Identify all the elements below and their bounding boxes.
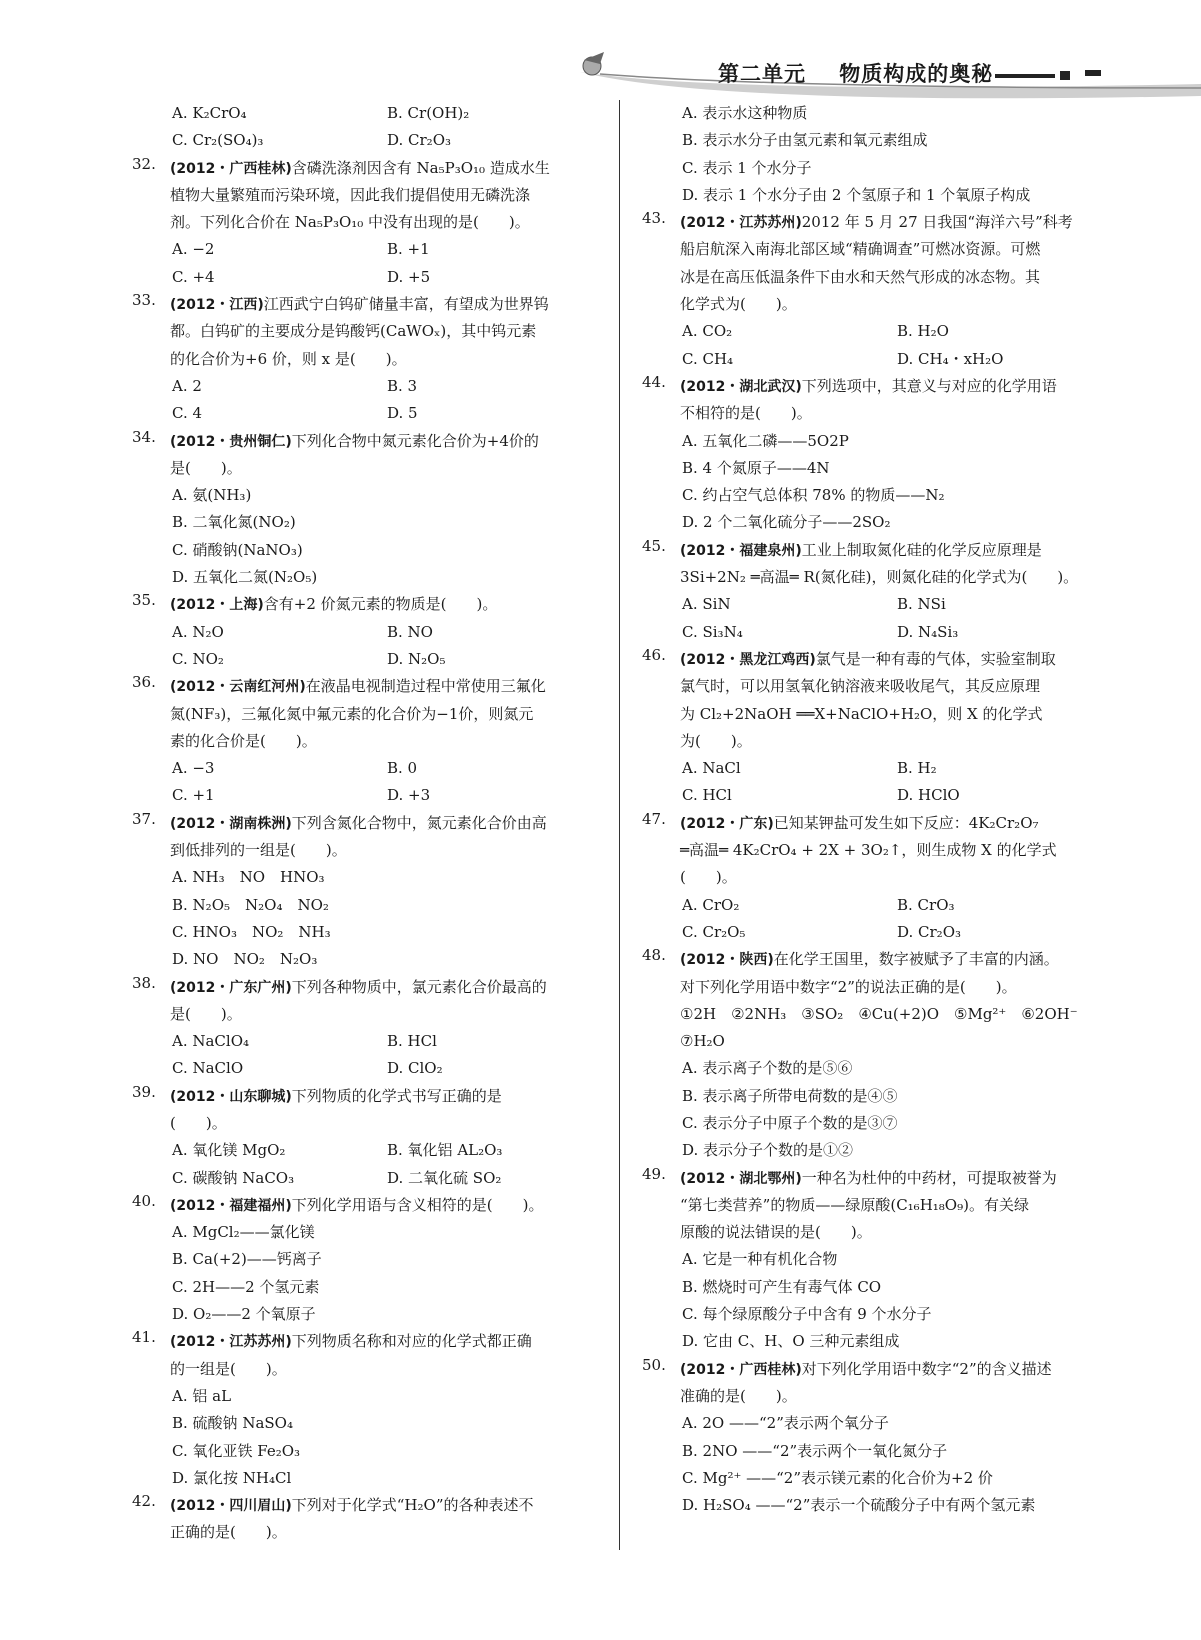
stem-text: 含磷洗涤剂因含有 Na₅P₃O₁₀ 造成水生 <box>291 158 550 177</box>
answer-option: A. −3 <box>172 759 215 778</box>
question-stem-line <box>132 291 602 318</box>
stem-text: ⑦H₂O <box>680 1032 725 1051</box>
stem-text: 氯气时，可以用氢氧化钠溶液来吸收尾气，其反应原理 <box>680 677 1041 696</box>
option-row <box>132 864 602 891</box>
option-row <box>642 1328 1112 1355</box>
answer-option: A. 氧化镁 MgO₂ <box>172 1141 286 1160</box>
answer-option: A. −2 <box>172 240 215 259</box>
answer-option: D. 氯化按 NH₄Cl <box>172 1468 292 1487</box>
answer-option: D. O₂——2 个氧原子 <box>172 1305 316 1324</box>
question <box>132 673 602 809</box>
option-row <box>132 400 602 427</box>
question-stem-line <box>642 1001 1112 1028</box>
question-source: (2012・山东聊城) <box>170 1088 292 1105</box>
stem-text: 已知某钾盐可发生如下反应：4K₂Cr₂O₇ <box>773 813 1039 832</box>
question-source: (2012・广东广州) <box>170 979 292 996</box>
question-source: (2012・福建泉州) <box>680 542 802 559</box>
answer-option: B. HCl <box>387 1032 437 1051</box>
answer-option: B. 2NO ——“2”表示两个一氧化氮分子 <box>682 1441 948 1460</box>
answer-option: A. 2 <box>172 376 202 395</box>
answer-option: B. 表示离子所带电荷数的是④⑤ <box>682 1086 898 1105</box>
question <box>132 974 602 1083</box>
question <box>642 209 1112 373</box>
answer-option: D. 它由 C、H、O 三种元素组成 <box>682 1332 900 1351</box>
option-row <box>642 100 1112 127</box>
answer-option: A. 氨(NH₃) <box>172 486 252 505</box>
stem-text: 下列选项中，其意义与对应的化学用语 <box>801 376 1057 395</box>
answer-option: B. 3 <box>387 376 418 395</box>
answer-option: B. H₂ <box>897 759 937 778</box>
option-row <box>132 619 602 646</box>
answer-option: D. CH₄・xH₂O <box>897 349 1004 368</box>
answer-option: A. CO₂ <box>682 322 733 341</box>
stem-text: 不相符的是( )。 <box>680 404 812 423</box>
question-source: (2012・广西桂林) <box>680 1361 802 1378</box>
option-row <box>132 236 602 263</box>
option-row <box>642 318 1112 345</box>
option-row <box>132 1219 602 1246</box>
stem-text: “第七类营养”的物质——绿原酸(C₁₆H₁₈O₉)。有关绿 <box>680 1195 1029 1214</box>
stem-text: ( )。 <box>680 868 737 887</box>
answer-option: B. 燃烧时可产生有毒气体 CO <box>682 1277 882 1296</box>
option-row <box>132 1465 602 1492</box>
question-source: (2012・黑龙江鸡西) <box>680 651 816 668</box>
question <box>642 946 1112 1164</box>
answer-option: D. 5 <box>387 404 418 423</box>
stem-text: 都。白钨矿的主要成分是钨酸钙(CaWOₓ)，其中钨元素 <box>170 322 537 341</box>
stem-text: 2012 年 5 月 27 日我国“海洋六号”科考 <box>801 213 1073 232</box>
answer-option: A. 2O ——“2”表示两个氧分子 <box>682 1414 889 1433</box>
option-row <box>642 428 1112 455</box>
question-source: (2012・上海) <box>170 597 264 614</box>
option-row <box>642 892 1112 919</box>
answer-option: A. NaCl <box>682 759 741 778</box>
question-number: 35. <box>132 591 156 610</box>
question-stem-line <box>132 346 602 373</box>
question-source: (2012・云南红河州) <box>170 679 306 696</box>
stem-text: 冰是在高压低温条件下由水和天然气形成的冰态物。其 <box>680 267 1041 286</box>
question-source: (2012・湖南株洲) <box>170 815 292 832</box>
question-source: (2012・陕西) <box>680 952 774 969</box>
question-source: (2012・江西) <box>170 297 264 314</box>
option-row <box>642 1438 1112 1465</box>
option-row <box>642 755 1112 782</box>
stem-text: 植物大量繁殖而污染环境，因此我们提倡使用无磷洗涤 <box>170 185 531 204</box>
question-stem-line <box>132 1328 602 1355</box>
option-row <box>132 1028 602 1055</box>
stem-text: 为 Cl₂+2NaOH ══X+NaClO+H₂O，则 X 的化学式 <box>680 704 1043 723</box>
option-row <box>132 1383 602 1410</box>
stem-text: 素的化合价是( )。 <box>170 731 317 750</box>
answer-option: C. HNO₃ NO₂ NH₃ <box>172 922 331 941</box>
option-row <box>132 537 602 564</box>
question-number: 47. <box>642 809 666 828</box>
option-row <box>642 346 1112 373</box>
answer-option: B. Ca(+2)——钙离子 <box>172 1250 322 1269</box>
question-stem-line <box>132 1519 602 1546</box>
question-number: 40. <box>132 1191 156 1210</box>
option-row <box>132 1301 602 1328</box>
question-stem-line <box>132 1083 602 1110</box>
question-number: 33. <box>132 291 156 310</box>
option-row <box>642 782 1112 809</box>
answer-option: A. SiN <box>682 595 731 614</box>
answer-option: A. K₂CrO₄ <box>172 104 247 122</box>
answer-option: A. 它是一种有机化合物 <box>682 1250 838 1269</box>
question-stem-line <box>132 455 602 482</box>
question-stem-line <box>132 318 602 345</box>
stem-text: 在化学王国里，数字被赋予了丰富的内涵。 <box>773 950 1059 969</box>
answer-option: D. +5 <box>387 267 431 286</box>
stem-text: 的一组是( )。 <box>170 1359 287 1378</box>
question-number: 34. <box>132 427 156 446</box>
stem-text: 是( )。 <box>170 458 242 477</box>
answer-option: C. Mg²⁺ ——“2”表示镁元素的化合价为+2 价 <box>682 1468 993 1487</box>
answer-option: B. 二氧化氮(NO₂) <box>172 513 296 532</box>
answer-option: B. NSi <box>897 595 946 614</box>
question-number: 46. <box>642 645 666 664</box>
question-stem-line <box>642 564 1112 591</box>
answer-option: B. 硫酸钠 NaSO₄ <box>172 1414 293 1433</box>
option-row <box>642 1055 1112 1082</box>
stem-text: 下列对于化学式“H₂O”的各种表述不 <box>291 1496 534 1515</box>
question <box>132 428 602 592</box>
answer-option: D. HClO <box>897 786 960 805</box>
answer-option: C. NO₂ <box>172 649 224 668</box>
question-number: 41. <box>132 1328 156 1347</box>
answer-option: D. 五氧化二氮(N₂O₅) <box>172 568 318 587</box>
question-number: 45. <box>642 536 666 555</box>
answer-option: B. 4 个氮原子——4N <box>682 458 830 477</box>
question-stem-line <box>132 810 602 837</box>
stem-text: 下列物质名称和对应的化学式都正确 <box>291 1332 532 1351</box>
option-row <box>132 373 602 400</box>
stem-text: ①2H ②2NH₃ ③SO₂ ④Cu(+2)O ⑤Mg²⁺ ⑥2OH⁻ <box>680 1004 1078 1023</box>
question-stem-line <box>132 155 602 182</box>
stem-text: 工业上制取氮化硅的化学反应原理是 <box>801 540 1042 559</box>
question-number: 32. <box>132 154 156 173</box>
option-row <box>642 619 1112 646</box>
stem-text: 一种名为杜仲的中药材，可提取被誉为 <box>801 1168 1057 1187</box>
question-number: 44. <box>642 372 666 391</box>
question-stem-line <box>132 701 602 728</box>
stem-text: 准确的是( )。 <box>680 1386 797 1405</box>
option-row <box>132 264 602 291</box>
answer-option: A. N₂O <box>172 622 224 641</box>
option-row <box>132 482 602 509</box>
answer-option: A. NaClO₄ <box>172 1032 250 1051</box>
question-stem-line <box>642 537 1112 564</box>
question-stem-line <box>642 1028 1112 1055</box>
answer-option: D. ClO₂ <box>387 1059 443 1078</box>
question-source: (2012・江苏苏州) <box>170 1334 292 1351</box>
question-source: (2012・广西桂林) <box>170 160 292 177</box>
answer-option: A. MgCl₂——氯化镁 <box>172 1223 315 1242</box>
stem-text: 下列各种物质中，氯元素化合价最高的 <box>291 977 547 996</box>
question-source: (2012・贵州铜仁) <box>170 433 292 450</box>
answer-option: D. +3 <box>387 786 431 805</box>
question-stem-line <box>642 400 1112 427</box>
answer-option: B. +1 <box>387 240 430 259</box>
question <box>642 646 1112 810</box>
question <box>132 810 602 974</box>
answer-option: C. 2H——2 个氢元素 <box>172 1277 320 1296</box>
answer-option: D. 二氧化硫 SO₂ <box>387 1168 502 1187</box>
option-row <box>132 946 602 973</box>
answer-option: C. Si₃N₄ <box>682 622 743 641</box>
question-number: 38. <box>132 973 156 992</box>
question-source: (2012・湖北鄂州) <box>680 1170 802 1187</box>
answer-option: C. NaClO <box>172 1059 244 1078</box>
question-source: (2012・四川眉山) <box>170 1498 292 1515</box>
question-stem-line <box>642 373 1112 400</box>
question-number: 36. <box>132 673 156 692</box>
right-column <box>642 100 1112 1519</box>
question-source: (2012・广东) <box>680 815 774 832</box>
answer-option: C. 碳酸钠 NaCO₃ <box>172 1168 295 1187</box>
question-number: 42. <box>132 1492 156 1511</box>
column-divider <box>619 100 620 1550</box>
question-stem-line <box>642 946 1112 973</box>
question-stem-line <box>642 1383 1112 1410</box>
question <box>132 1492 602 1547</box>
question-stem-line <box>642 837 1112 864</box>
question <box>642 1356 1112 1520</box>
option-row <box>132 1055 602 1082</box>
stem-text: 正确的是( )。 <box>170 1523 287 1542</box>
question-stem-line <box>642 291 1112 318</box>
answer-option: A. 五氧化二磷——5O2P <box>682 431 849 450</box>
option-row <box>132 1165 602 1192</box>
question-stem-line <box>132 1001 602 1028</box>
question-source: (2012・福建福州) <box>170 1197 292 1214</box>
answer-option: A. CrO₂ <box>682 895 740 914</box>
option-row <box>132 919 602 946</box>
option-row <box>642 1301 1112 1328</box>
answer-option: C. +4 <box>172 267 215 286</box>
stem-text: 剂。下列化合价在 Na₅P₃O₁₀ 中没有出现的是( )。 <box>170 213 530 232</box>
question <box>642 373 1112 537</box>
question <box>132 1192 602 1328</box>
question-source: (2012・江苏苏州) <box>680 215 802 232</box>
answer-option: C. 约占空气总体积 78% 的物质——N₂ <box>682 486 945 505</box>
option-row <box>642 1410 1112 1437</box>
stem-text: 江西武宁白钨矿储量丰富，有望成为世界钨 <box>263 295 549 314</box>
question-stem-line <box>642 701 1112 728</box>
option-row <box>132 782 602 809</box>
option-row <box>132 755 602 782</box>
question <box>132 155 602 291</box>
answer-option: A. NH₃ NO HNO₃ <box>172 868 325 887</box>
answer-option: D. 2 个二氧化硫分子——2SO₂ <box>682 513 891 532</box>
stem-text: 是( )。 <box>170 1004 242 1023</box>
answer-option: B. 0 <box>387 759 418 778</box>
question-stem-line <box>132 182 602 209</box>
left-column <box>132 100 602 1547</box>
question-stem-line <box>642 1192 1112 1219</box>
option-row <box>132 1246 602 1273</box>
question-number: 50. <box>642 1355 666 1374</box>
answer-option: C. +1 <box>172 786 215 805</box>
answer-option: B. 氧化铝 AL₂O₃ <box>387 1141 503 1160</box>
question-stem-line <box>642 264 1112 291</box>
question-stem-line <box>642 209 1112 236</box>
question-stem-line <box>132 728 602 755</box>
stem-text: 的化合价为+6 价，则 x 是( )。 <box>170 349 407 368</box>
answer-option: D. 表示分子个数的是①② <box>682 1141 854 1160</box>
answer-option: B. NO <box>387 622 433 641</box>
answer-option: C. HCl <box>682 786 732 805</box>
answer-option: C. 硝酸钠(NaNO₃) <box>172 540 303 559</box>
question-stem-line <box>642 728 1112 755</box>
answer-option: C. 表示 1 个水分子 <box>682 158 812 177</box>
answer-option: D. NO NO₂ N₂O₃ <box>172 950 318 969</box>
option-row <box>132 100 602 127</box>
option-row <box>642 1492 1112 1519</box>
option-row <box>132 646 602 673</box>
answer-option: C. 每个绿原酸分子中含有 9 个水分子 <box>682 1305 932 1324</box>
question-stem-line <box>132 974 602 1001</box>
question-source: (2012・湖北武汉) <box>680 378 802 395</box>
question-stem-line <box>132 1110 602 1137</box>
question <box>132 591 602 673</box>
answer-option: D. N₂O₅ <box>387 649 446 668</box>
stem-text: ═高温═ 4K₂CrO₄ + 2X + 3O₂↑，则生成物 X 的化学式 <box>680 841 1057 860</box>
question-stem-line <box>642 1165 1112 1192</box>
stem-text: 下列化学用语与含义相符的是( )。 <box>291 1195 544 1214</box>
answer-option: A. 表示离子个数的是⑤⑥ <box>682 1059 853 1078</box>
stem-text: 船启航深入南海北部区域“精确调查”可燃冰资源。可燃 <box>680 240 1041 259</box>
page-title: 第二单元 物质构成的奥秘 <box>718 62 994 86</box>
question <box>132 1083 602 1192</box>
question-stem-line <box>642 673 1112 700</box>
answer-option: C. Cr₂(SO₄)₃ <box>172 131 264 150</box>
question <box>642 100 1112 209</box>
answer-option: D. H₂SO₄ ——“2”表示一个硫酸分子中有两个氢元素 <box>682 1496 1036 1515</box>
answer-option: C. 表示分子中原子个数的是③⑦ <box>682 1113 898 1132</box>
question-number: 43. <box>642 209 666 228</box>
option-row <box>642 1246 1112 1273</box>
answer-option: B. CrO₃ <box>897 895 955 914</box>
answer-option: D. N₄Si₃ <box>897 622 959 641</box>
question-stem-line <box>642 236 1112 263</box>
question-stem-line <box>642 864 1112 891</box>
question-stem-line <box>642 1356 1112 1383</box>
question-stem-line <box>132 428 602 455</box>
option-row <box>132 127 602 154</box>
stem-text: 3Si+2N₂ ═高温═ R(氮化硅)，则氮化硅的化学式为( )。 <box>680 568 1079 587</box>
page-header <box>580 44 1201 106</box>
answer-option: A. 铝 aL <box>172 1386 232 1405</box>
option-row <box>132 509 602 536</box>
option-row <box>642 919 1112 946</box>
option-row <box>132 1410 602 1437</box>
question-number: 49. <box>642 1164 666 1183</box>
option-row <box>642 482 1112 509</box>
stem-text: 含有+2 价氮元素的物质是( )。 <box>263 595 498 614</box>
answer-option: C. CH₄ <box>682 349 734 368</box>
answer-option: A. 表示水这种物质 <box>682 104 808 122</box>
answer-option: B. 表示水分子由氢元素和氧元素组成 <box>682 131 928 150</box>
answer-option: B. H₂O <box>897 322 949 341</box>
question-number: 37. <box>132 809 156 828</box>
question-stem-line <box>132 837 602 864</box>
option-row <box>132 564 602 591</box>
answer-option: B. N₂O₅ N₂O₄ NO₂ <box>172 895 329 914</box>
question <box>132 1328 602 1492</box>
question <box>642 1165 1112 1356</box>
option-row <box>642 127 1112 154</box>
option-row <box>132 1137 602 1164</box>
question <box>642 810 1112 946</box>
question-stem-line <box>132 591 602 618</box>
question-number: 48. <box>642 946 666 965</box>
answer-option: D. Cr₂O₃ <box>387 131 451 150</box>
option-row <box>642 1110 1112 1137</box>
stem-text: 下列化合物中氮元素化合价为+4价的 <box>291 431 539 450</box>
question-stem-line <box>642 810 1112 837</box>
question-stem-line <box>132 209 602 236</box>
option-row <box>642 591 1112 618</box>
option-row <box>642 182 1112 209</box>
stem-text: ( )。 <box>170 1113 227 1132</box>
stem-text: 原酸的说法错误的是( )。 <box>680 1223 872 1242</box>
question-stem-line <box>132 1192 602 1219</box>
question-stem-line <box>132 1356 602 1383</box>
option-row <box>642 1083 1112 1110</box>
stem-text: 对下列化学用语中数字“2”的说法正确的是( )。 <box>680 977 1017 996</box>
answer-option: C. Cr₂O₅ <box>682 922 746 941</box>
option-row <box>132 1438 602 1465</box>
option-row <box>132 1274 602 1301</box>
question <box>642 537 1112 646</box>
option-row <box>642 155 1112 182</box>
stem-text: 下列物质的化学式书写正确的是 <box>291 1086 502 1105</box>
stem-text: 为( )。 <box>680 731 752 750</box>
answer-option: B. Cr(OH)₂ <box>387 104 470 122</box>
question-number: 39. <box>132 1082 156 1101</box>
question <box>132 100 602 155</box>
stem-text: 下列含氮化合物中，氮元素化合价由高 <box>291 813 547 832</box>
question-stem-line <box>132 673 602 700</box>
question-stem-line <box>642 646 1112 673</box>
question-stem-line <box>642 974 1112 1001</box>
stem-text: 氮(NF₃)，三氟化氮中氟元素的化合价为−1价，则氮元 <box>170 704 534 723</box>
answer-option: D. 表示 1 个水分子由 2 个氢原子和 1 个氧原子构成 <box>682 185 1031 204</box>
question-stem-line <box>132 1492 602 1519</box>
stem-text: 在液晶电视制造过程中常使用三氟化 <box>305 677 546 696</box>
option-row <box>642 1274 1112 1301</box>
option-row <box>642 1465 1112 1492</box>
stem-text: 对下列化学用语中数字“2”的含义描述 <box>801 1359 1052 1378</box>
option-row <box>132 892 602 919</box>
stem-text: 化学式为( )。 <box>680 295 797 314</box>
question-stem-line <box>642 1219 1112 1246</box>
option-row <box>642 1137 1112 1164</box>
question <box>132 291 602 427</box>
option-row <box>642 455 1112 482</box>
answer-option: D. Cr₂O₃ <box>897 922 961 941</box>
stem-text: 到低排列的一组是( )。 <box>170 841 347 860</box>
option-row <box>642 509 1112 536</box>
answer-option: C. 氧化亚铁 Fe₂O₃ <box>172 1441 301 1460</box>
answer-option: C. 4 <box>172 404 203 423</box>
stem-text: 氯气是一种有毒的气体，实验室制取 <box>815 649 1056 668</box>
